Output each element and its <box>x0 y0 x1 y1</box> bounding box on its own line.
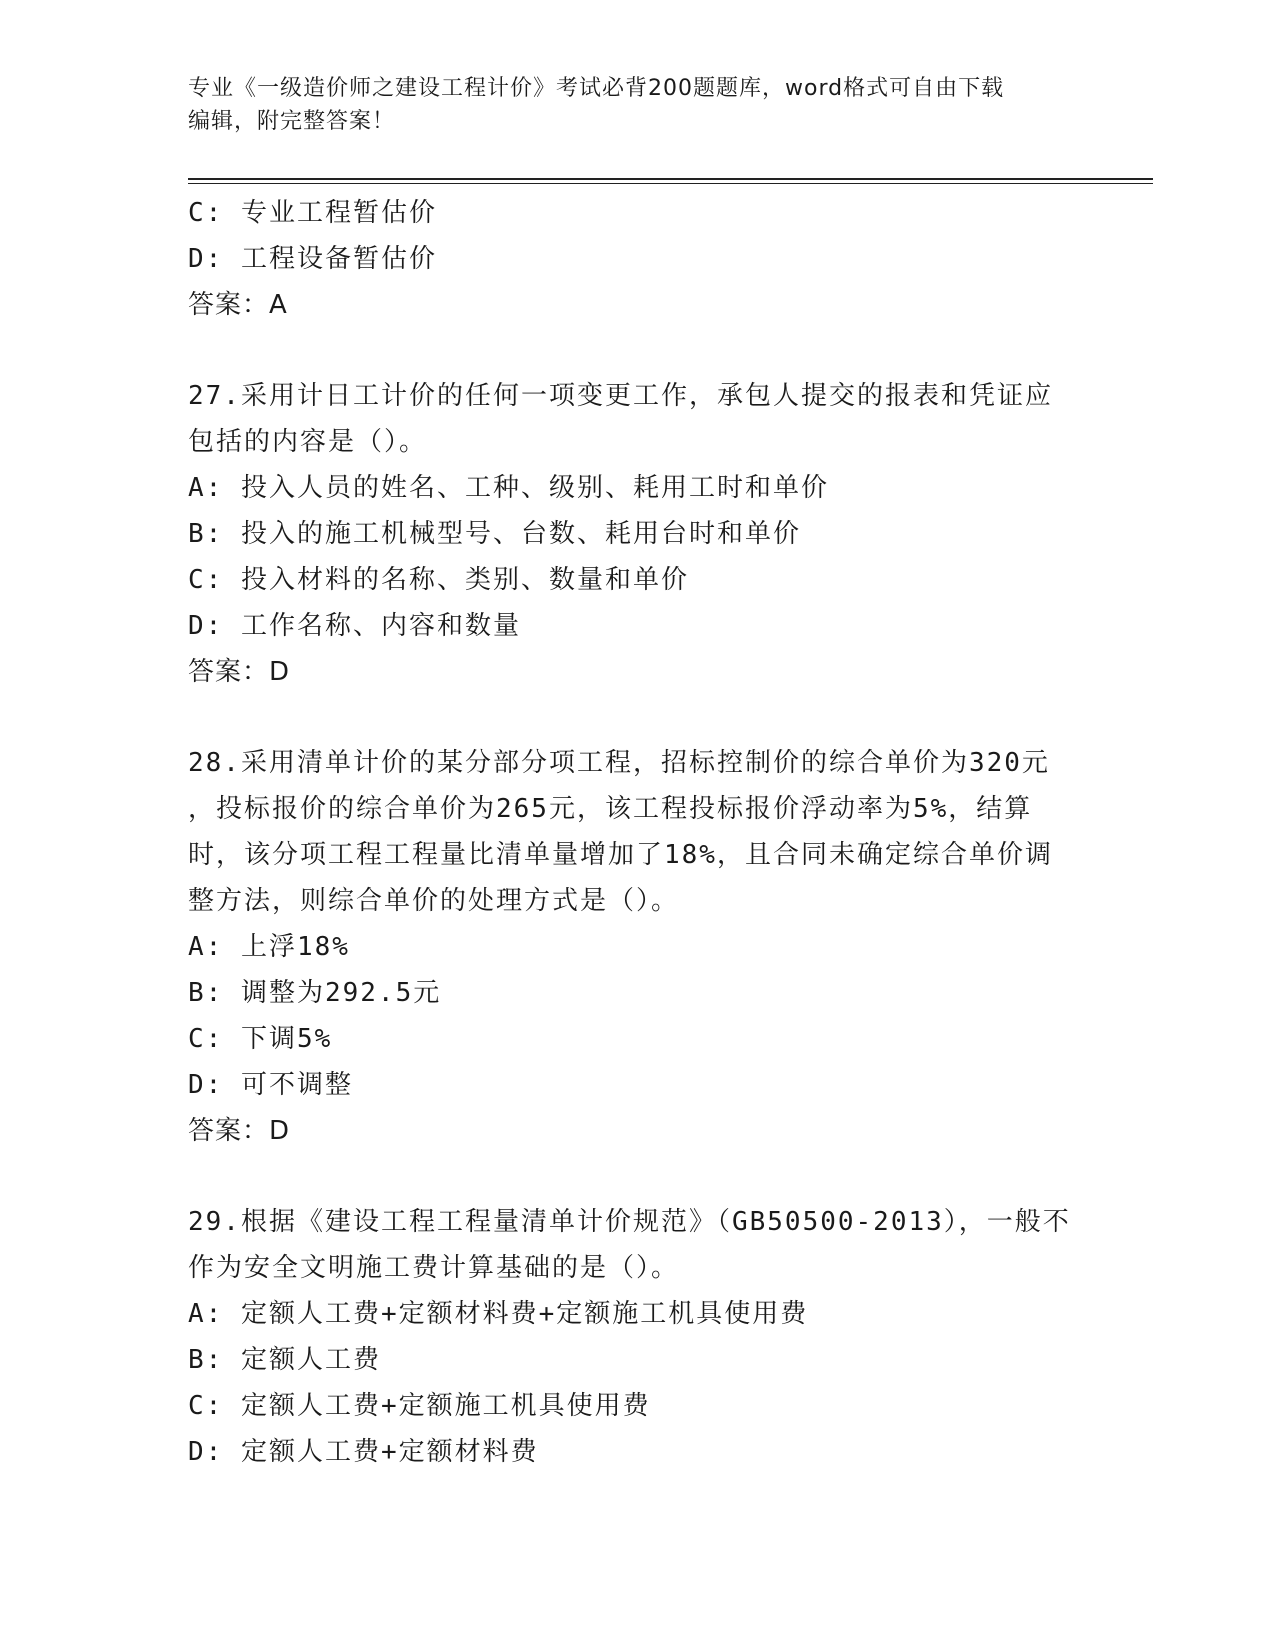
option-c: C: 定额人工费+定额施工机具使用费 <box>188 1391 651 1421</box>
question-28 <box>188 740 1088 1154</box>
header-line-2: 编辑，附完整答案！ <box>188 109 396 134</box>
option-c: C: 专业工程暂估价 <box>188 198 437 228</box>
answer: 答案：D <box>188 657 291 687</box>
option-c: C: 下调5% <box>188 1024 333 1054</box>
option-d: D: 工程设备暂估价 <box>188 244 437 274</box>
option-d: D: 可不调整 <box>188 1070 353 1100</box>
option-c: C: 投入材料的名称、类别、数量和单价 <box>188 565 689 595</box>
question-stem: ，投标报价的综合单价为265元，该工程投标报价浮动率为5%，结算 <box>188 794 1033 824</box>
header-line-1: 专业《一级造价师之建设工程计价》考试必背200题题库，word格式可自由下载 <box>188 76 1005 101</box>
question-stem: 整方法，则综合单价的处理方式是（）。 <box>188 886 680 916</box>
question-stem: 28.采用清单计价的某分部分项工程，招标控制价的综合单价为320元 <box>188 748 1050 778</box>
option-d: D: 定额人工费+定额材料费 <box>188 1437 539 1467</box>
option-b: B: 投入的施工机械型号、台数、耗用台时和单价 <box>188 519 801 549</box>
option-b: B: 调整为292.5元 <box>188 978 442 1008</box>
question-stem: 27.采用计日工计价的任何一项变更工作，承包人提交的报表和凭证应 <box>188 381 1053 411</box>
answer: 答案：D <box>188 1116 291 1146</box>
option-a: A: 投入人员的姓名、工种、级别、耗用工时和单价 <box>188 473 829 503</box>
option-b: B: 定额人工费 <box>188 1345 381 1375</box>
option-d: D: 工作名称、内容和数量 <box>188 611 521 641</box>
header-divider-thick <box>188 178 1153 180</box>
option-a: A: 上浮18% <box>188 932 350 962</box>
question-stem: 时，该分项工程工程量比清单量增加了18%，且合同未确定综合单价调 <box>188 840 1053 870</box>
question-27 <box>188 373 1088 695</box>
question-stem: 29.根据《建设工程工程量清单计价规范》（GB50500-2013），一般不 <box>188 1207 1071 1237</box>
question-stem: 包括的内容是（）。 <box>188 427 428 457</box>
header-divider-thin <box>188 183 1153 184</box>
question-stem: 作为安全文明施工费计算基础的是（）。 <box>188 1253 680 1283</box>
question-29 <box>188 1199 1088 1475</box>
answer: 答案：A <box>188 290 288 320</box>
question-26-tail <box>188 190 1088 328</box>
document-header <box>188 72 1088 138</box>
option-a: A: 定额人工费+定额材料费+定额施工机具使用费 <box>188 1299 809 1329</box>
question-list <box>188 190 1088 1475</box>
